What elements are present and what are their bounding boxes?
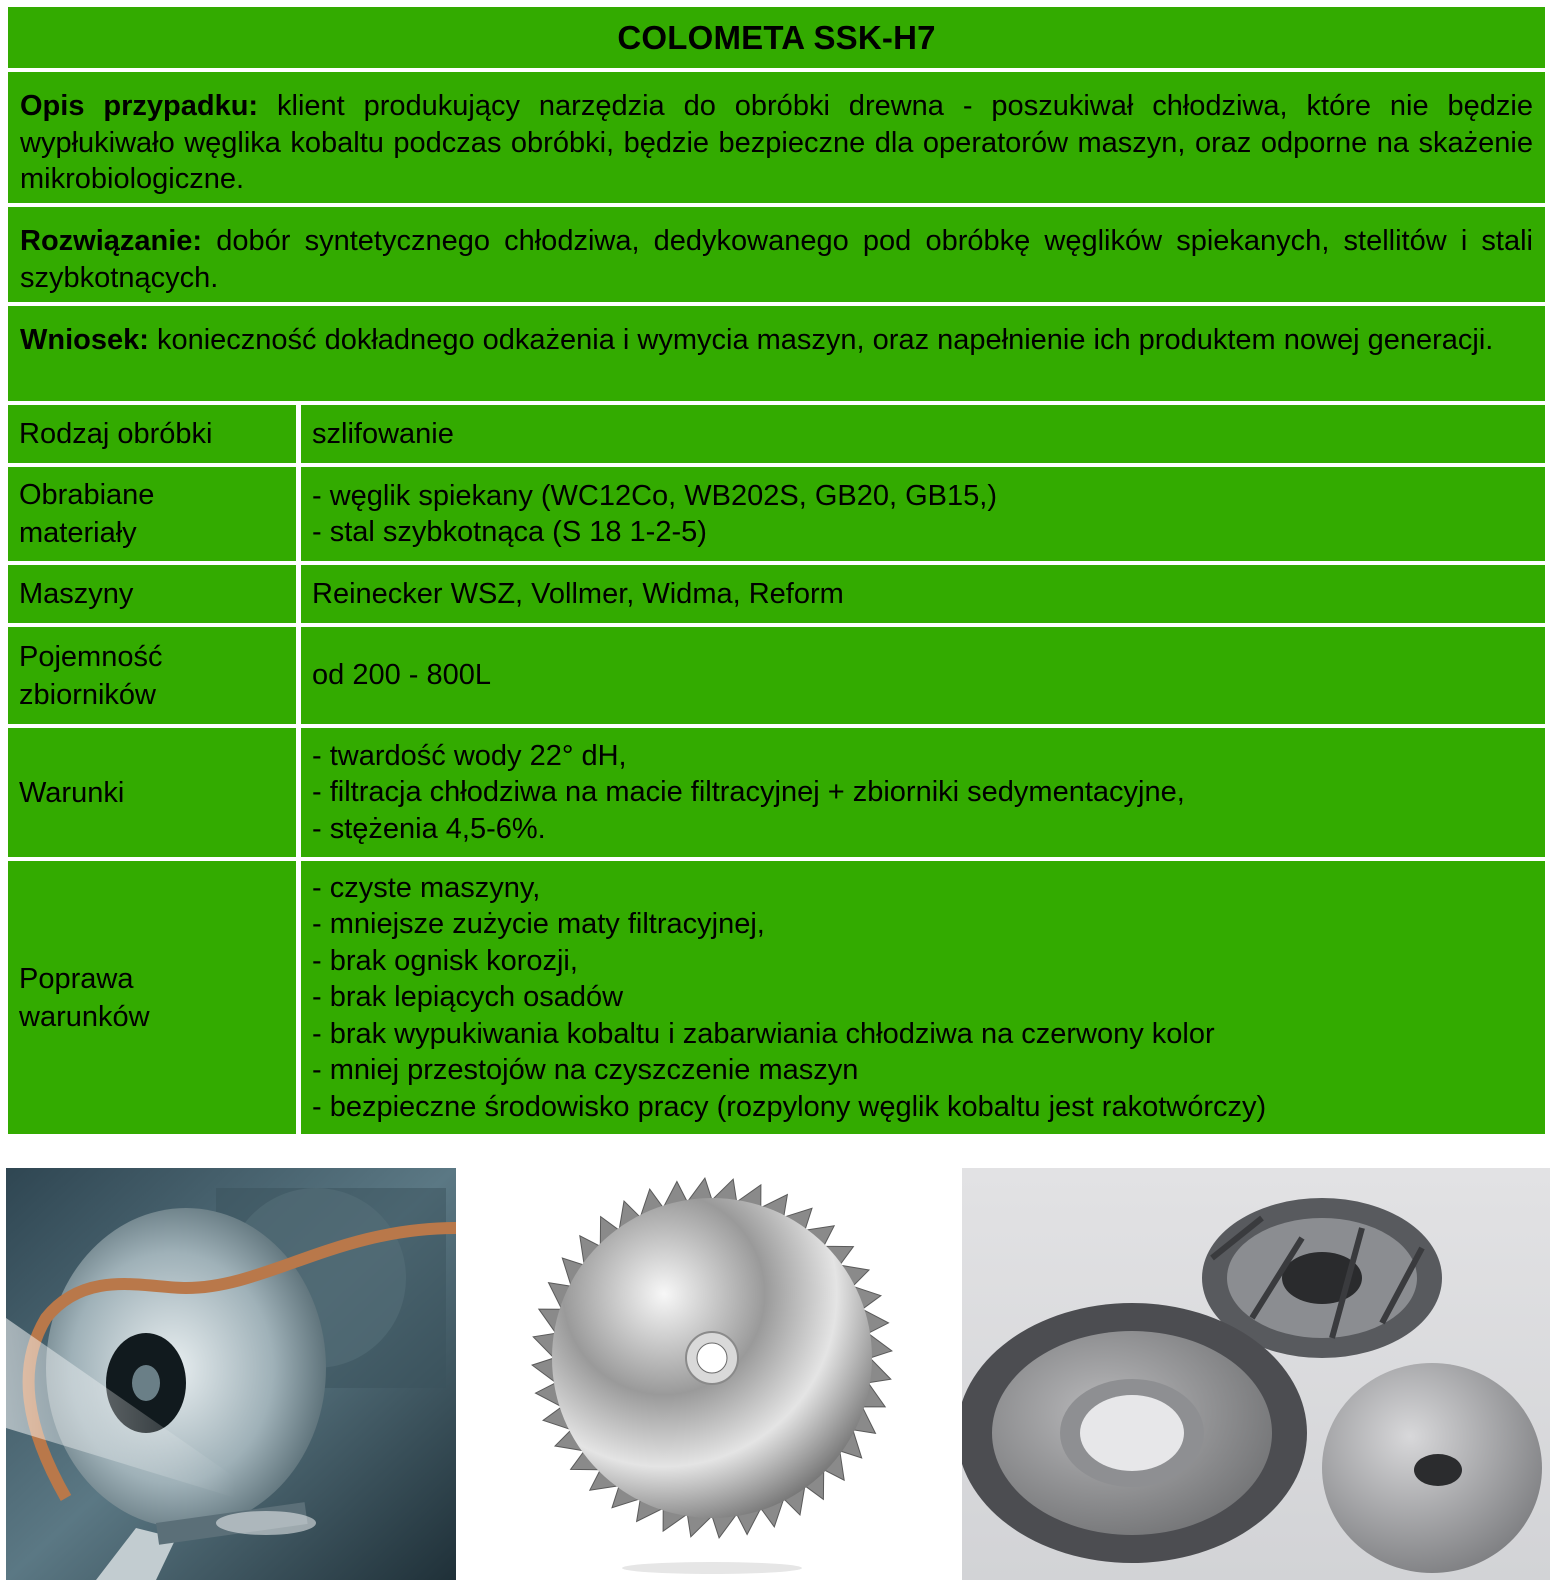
row-label-line: Obrabiane <box>19 479 155 511</box>
row-label <box>8 565 296 623</box>
circular-saw-blade-photo <box>486 1168 940 1580</box>
row-value <box>301 565 1545 623</box>
row-value-line: - brak lepiących osadów <box>312 981 624 1014</box>
case-description <box>8 72 1545 203</box>
conclusion-description <box>8 306 1545 401</box>
table-row-improvements <box>8 861 1545 1134</box>
row-value <box>301 627 1545 724</box>
row-label-line: materiały <box>19 517 137 549</box>
row-value-line: - twardość wody 22° dH, <box>312 739 627 772</box>
photo-strip <box>0 1168 1562 1580</box>
row-label-line: zbiorników <box>19 678 156 711</box>
row-value-line: - mniej przestojów na czyszczenie maszyn <box>312 1054 859 1087</box>
solution-description <box>8 207 1545 302</box>
conclusion-label: Wniosek: <box>20 324 149 356</box>
row-label-line: Poprawa <box>19 962 134 995</box>
table-row-tank-capacity <box>8 627 1545 724</box>
solution-label: Rozwiązanie: <box>20 225 203 257</box>
table-row-machines <box>8 565 1545 623</box>
row-value-line: - bezpieczne środowisko pracy (rozpylony węglik kobaltu jest rakotwórczy) <box>312 1090 1267 1123</box>
row-value-line: - brak ognisk korozji, <box>312 944 578 977</box>
row-value-line: - brak wypukiwania kobaltu i zabarwiania chłodziwa na czerwony kolor <box>312 1017 1215 1050</box>
case-description-label: Opis przypadku: <box>20 90 259 122</box>
row-value-line: - filtracja chłodziwa na macie filtracyjnej + zbiorniki sedymentacyjne, <box>312 776 1185 809</box>
row-value-line: szlifowanie <box>312 417 454 450</box>
row-value-line: od 200 - 800L <box>312 659 491 692</box>
grinding-machine-photo <box>6 1168 456 1580</box>
row-value-line: - mniejsze zużycie maty filtracyjnej, <box>312 908 765 941</box>
case-description-text: klient produkujący narzędzia do obróbki drewna - poszukiwał chłodziwa, które nie będzie wypłukiwało węglika kobaltu podczas obróbki, będzie bezpieczne dla operatorów maszyn, oraz odporne na skażenie mikrobiologiczne. <box>20 90 1534 195</box>
row-value <box>301 728 1545 857</box>
row-value-line: - czyste maszyny, <box>312 871 541 904</box>
page-title: COLOMETA SSK-H7 <box>8 7 1545 68</box>
row-label-line: Pojemność <box>19 640 163 673</box>
row-value <box>301 861 1545 1134</box>
row-label <box>8 627 296 724</box>
row-value <box>301 467 1545 561</box>
row-value-line: Reinecker WSZ, Vollmer, Widma, Reform <box>312 577 844 610</box>
table-row-materials <box>8 467 1545 561</box>
row-label-line: Rodzaj obróbki <box>19 418 213 450</box>
row-label <box>8 861 296 1134</box>
row-value-line: - stal szybkotnąca (S 18 1-2-5) <box>312 516 707 548</box>
row-label <box>8 405 296 463</box>
conclusion-text: konieczność dokładnego odkażenia i wymycia maszyn, oraz napełnienie ich produktem nowej generacji. <box>148 324 1494 356</box>
row-value-line: - stężenia 4,5-6%. <box>312 812 546 845</box>
row-value-line: - węglik spiekany (WC12Co, WB202S, GB20, GB15,) <box>312 479 997 512</box>
milling-cutters-photo <box>962 1168 1550 1580</box>
case-study-sheet <box>8 7 1545 1138</box>
row-label <box>8 728 296 857</box>
table-row-conditions <box>8 728 1545 857</box>
solution-text: dobór syntetycznego chłodziwa, dedykowanego pod obróbkę węglików spiekanych, stellitów i stali szybkotnących. <box>20 225 1533 294</box>
row-label-line: warunków <box>19 1000 150 1033</box>
row-label-line: Warunki <box>19 776 125 809</box>
row-value <box>301 405 1545 463</box>
table-row-processing-type <box>8 405 1545 463</box>
row-label-line: Maszyny <box>19 578 134 610</box>
row-label <box>8 467 296 561</box>
